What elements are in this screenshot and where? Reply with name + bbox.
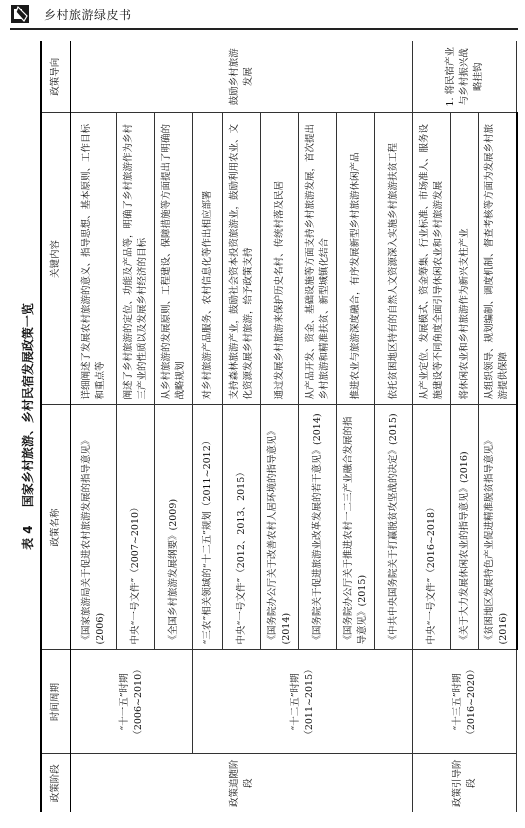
book-logo-icon: [10, 4, 30, 24]
key-content-cell: 从产业定位、发展模式、资金筹集、行业标准、市场准人、服务设施建设等不同角度全面引导休闲农业和乡村旅游发展: [413, 113, 451, 405]
column-header: 政策导向: [41, 41, 71, 113]
policy-name-cell: 《全国乡村旅游发展纲要》(2009): [155, 405, 193, 650]
period-cell: “十二五”时期（2011~2015）: [193, 650, 413, 754]
policy-name-cell: “三农”相关领域的“十二五”规划（2011~2012）: [193, 405, 223, 650]
stage-cell: 政策追随阶段: [71, 754, 413, 812]
table-number: 表 4: [21, 525, 35, 550]
policy-name-cell: 《关于大力发展休闲农业的指导意见》(2016): [451, 405, 479, 650]
key-content-cell: 从产品开发、资金、基础设施等方面支持乡村旅游发展，首次提出乡村旅游和精准扶贫、新型城镇化结合: [299, 113, 337, 405]
key-content-cell: 阐述了乡村旅游的定位、功能及产品等，明确了乡村旅游作为乡村三产业的性质以及发展乡村经济的目标: [117, 113, 155, 405]
table-row: [413, 41, 451, 812]
column-header: 关键内容: [41, 113, 71, 405]
key-content-cell: 将休闲农业和乡村旅游作为新兴支柱产业: [451, 113, 479, 405]
policy-name-cell: 《国务院办公厅关于推进农村一二三产业融合发展的指导意见》(2015): [337, 405, 375, 650]
key-content-cell: 推进农业与旅游深度融合，有序发展新型乡村旅游休闲产品: [337, 113, 375, 405]
policy-name-cell: 《国家旅游局关于促进农村旅游发展的指导意见》(2006): [71, 405, 117, 650]
key-content-cell: 依托贫困地区特有的自然人文资源深入实施乡村旅游扶贫工程: [375, 113, 413, 405]
key-content-cell: 详细阐述了发展农村旅游的意义、指导思想、基本原则、工作目标和重点等: [71, 113, 117, 405]
key-content-cell: 支持森林旅游产业，鼓励社会资本投资旅游业，鼓励利用农业、文化资源发展乡村旅游，给予政策支持: [223, 113, 261, 405]
column-header: 时间周期: [41, 650, 71, 754]
direction-cell: 1. 将民宿产业与乡村振兴战略挂钩: [413, 41, 517, 113]
direction-cell: 鼓励乡村旅游发展: [71, 41, 413, 113]
policy-name-cell: 《国务院办公厅关于改善农村人居环境的指导意见》(2014): [261, 405, 299, 650]
policy-name-cell: 《国务院关于促进旅游业改革发展的若干意见》(2014): [299, 405, 337, 650]
book-title: 乡村旅游绿皮书: [44, 8, 132, 22]
key-content-cell: 通过发展乡村旅游来保护历史名村、传统村落及民居: [261, 113, 299, 405]
table-row: [71, 41, 117, 812]
period-cell: “十一五”时期（2006~2010）: [71, 650, 193, 754]
rotated-table-block: [16, 41, 514, 812]
policy-name-cell: 中央“一号文件”（2016~2018）: [413, 405, 451, 650]
policy-name-cell: 中央“一号文件”（2012、2013、2015）: [223, 405, 261, 650]
header-rule: [10, 28, 518, 30]
column-header: 政策阶段: [41, 754, 71, 812]
table-header-row: [41, 41, 71, 812]
policy-name-cell: 《中共中央国务院关于打赢脱贫攻坚战的决定》(2015): [375, 405, 413, 650]
policy-name-cell: 《贫困地区发展特色产业促进精准脱贫指导意见》(2016): [479, 405, 517, 650]
column-header: 政策名称: [41, 405, 71, 650]
key-content-cell: 从乡村旅游的发展原则、工程建设、保障措施等方面提出了明确的战略规划: [155, 113, 193, 405]
period-cell: “十三五”时期（2016~2020）: [413, 650, 517, 754]
table-row: [193, 41, 223, 812]
stage-cell: 政策引导阶段: [413, 754, 517, 812]
table-caption: [16, 41, 40, 812]
key-content-cell: 从组织领导、规划编制、调度机制、督查考核等方面为发展乡村旅游提供保障: [479, 113, 517, 405]
table-title: 国家乡村旅游、乡村民宿发展政策一览: [21, 303, 35, 508]
key-content-cell: 对乡村旅游产品服务、农村信息化等作出相应部署: [193, 113, 223, 405]
policy-name-cell: 中央“一号文件”（2007~2010）: [117, 405, 155, 650]
policy-table: [40, 41, 518, 812]
